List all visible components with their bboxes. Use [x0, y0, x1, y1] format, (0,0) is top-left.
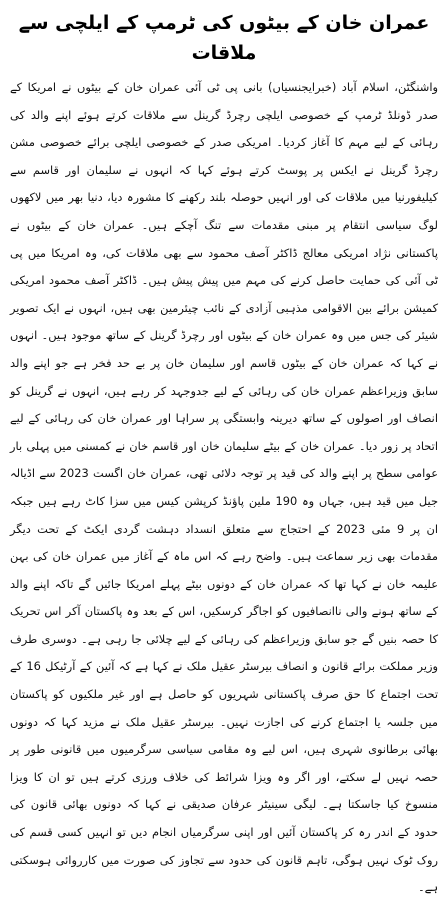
article-body: واشنگٹن، اسلام آباد (خبرایجنسیاں) بانی پی ٹی آئی عمران خان کے بیٹوں نے امریکا کے صدر ڈونلڈ ٹرمپ کے خصوصی ایلچی رچرڈ گرینل سے ملاقات کرتے ہوئے اپنے والد کی رہائی کے لیے مہم کا آغاز کردیا۔ امریکی صدر کے خصوصی ایلچی برائے خصوصی مشن رچرڈ گرینل نے ایکس پر پوسٹ کرتے ہوئے کہا کہ انہوں نے سلیمان اور قاسم سے کیلیفورنیا میں ملاقات کی اور انہیں حوصلہ بلند رکھنے کا مشورہ دیا، دنیا بھر میں لاکھوں لوگ سیاسی انتقام پر مبنی مقدمات سے تنگ آچکے ہیں۔ عمران خان کے بیٹوں نے پاکستانی نژاد امریکی معالج ڈاکٹر آصف محمود سے بھی ملاقات کی، وہ امریکا میں پی ٹی آئی کی حمایت حاصل کرنے کی مہم میں پیش پیش ہیں۔ ڈاکٹر آصف محمود امریکی کمیشن برائے بین الاقوامی مذہبی آزادی کے نائب چیئرمین بھی ہیں، انہوں نے ایک تصویر شیئر کی جس میں وہ عمران خان کے بیٹوں اور رچرڈ گرینل کے ساتھ موجود ہیں۔ انہوں نے کہا کہ عمران خان کے بیٹوں قاسم اور سلیمان خان پر بے حد فخر ہے جو اپنے والد سابق وزیراعظم عمران خان کی رہائی کے لیے جدوجہد کر رہے ہیں، انہوں نے گرینل کو انصاف اور اصولوں کے ساتھ دیرینہ وابستگی پر سراہا اور عمران خان کی رہائی کے لیے اتحاد پر زور دیا۔ عمران خان کے بیٹے سلیمان خان اور قاسم خان نے کمسنی میں پہلی بار عوامی سطح پر اپنے والد کی قید پر توجہ دلائی تھی، عمران خان اگست 2023 سے اڈیالہ جیل میں قید ہیں، جہاں وہ 190 ملین پاؤنڈ کرپشن کیس میں سزا کاٹ رہے ہیں جبکہ ان پر 9 مئی 2023 کے احتجاج سے متعلق انسداد دہشت گردی ایکٹ کے تحت دیگر مقدمات بھی زیر سماعت ہیں۔ واضح رہے کہ اس ماہ کے آغاز میں عمران خان کی بہن علیمہ خان نے کہا تھا کہ عمران خان کے دونوں بیٹے پہلے امریکا جائیں گے تاکہ اپنے والد کے ساتھ ہونے والی ناانصافیوں کو اجاگر کرسکیں، اس کے بعد وہ پاکستان آکر اس تحریک کا حصہ بنیں گے جو سابق وزیراعظم کی رہائی کے لیے چلائی جا رہی ہے۔ دوسری طرف وزیر مملکت برائے قانون و انصاف بیرسٹر عقیل ملک نے کہا ہے کہ آئین کے آرٹیکل 16 کے تحت اجتماع کا حق صرف پاکستانی شہریوں کو حاصل ہے اور غیر ملکیوں کو پاکستان میں جلسہ یا اجتماع کرنے کی اجازت نہیں۔ بیرسٹر عقیل ملک نے مزید کہا کہ دونوں بھائی برطانوی شہری ہیں، اس لیے وہ مقامی سیاسی سرگرمیوں میں قانونی طور پر حصہ نہیں لے سکتے، اور اگر وہ ویزا شرائط کی خلاف ورزی کرتے ہیں تو ان کا ویزا منسوخ کیا جاسکتا ہے۔ لیگی سینیٹر عرفان صدیقی نے کہا کہ دونوں بھائی قانون کی حدود کے اندر رہ کر پاکستان آئیں اور اپنی سرگرمیاں انجام دیں تو انہیں کسی قسم کی روک ٹوک نہیں ہوگی، تاہم قانون کی حدود سے تجاوز کی صورت میں کارروائی ہوسکتی ہے۔ [10, 80, 439, 895]
article-headline: عمران خان کے بیٹوں کی ٹرمپ کے ایلچی سے ملاقات [18, 12, 430, 64]
